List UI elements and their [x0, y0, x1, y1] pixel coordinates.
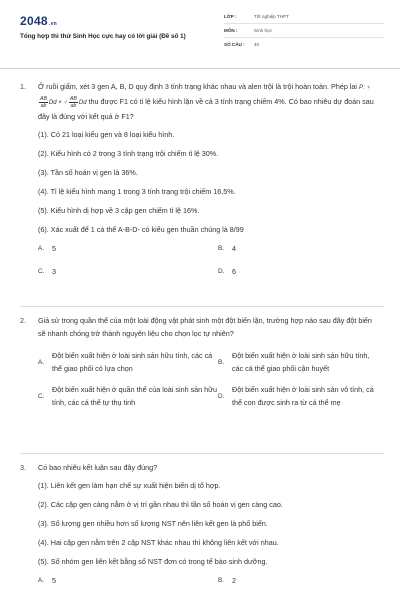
- answer-option-d[interactable]: [218, 383, 382, 409]
- answer-options: [38, 574, 380, 587]
- option-text: 4: [232, 244, 236, 253]
- answer-option-a[interactable]: [38, 349, 218, 375]
- question-number: 3.: [20, 463, 26, 472]
- meta-value: 40: [254, 42, 260, 47]
- exam-meta: [224, 10, 384, 51]
- answer-options: [38, 242, 380, 278]
- option-letter: B.: [218, 358, 225, 366]
- option-letter: C.: [38, 268, 45, 275]
- option-text: 6: [232, 267, 236, 276]
- meta-row-grade: [224, 10, 384, 24]
- option-text: 3: [52, 267, 56, 276]
- option-text: Đột biến xuất hiện ở loài sinh sản hữu tính, các cá thể giao phối cận huyết: [232, 351, 370, 373]
- statement: (6). Xác xuất để 1 cá thể A-B-D- có kiểu gen thuần chủng là 8/99: [38, 225, 244, 234]
- answer-option-b[interactable]: [218, 574, 382, 587]
- statement: (3). Số lượng gen nhiều hơn số lượng NST nên liên kết gen là phổ biến.: [38, 519, 268, 528]
- cross-formula: P: ♀ $\frac{AB}{ab}$ Dd × ♂ $\frac{AB}{ab}$ Dd: [40, 85, 371, 109]
- header-divider: [0, 68, 400, 69]
- answer-option-d[interactable]: [218, 265, 382, 278]
- answer-options: [38, 349, 380, 409]
- site-logo[interactable]: 2048.vn: [20, 14, 58, 28]
- option-letter: D.: [218, 268, 225, 275]
- option-text: Đột biến xuất hiện ở quần thể của loài sinh sản hữu tính, các cá thể tự thụ tinh: [52, 385, 217, 407]
- meta-label: MÔN :: [224, 28, 238, 33]
- question-text: Có bao nhiêu kết luận sau đây đúng?: [38, 463, 158, 472]
- option-text: Đột biến xuất hiện ở loài sinh sản vô tính, cá thể con được sinh ra từ cá thể mẹ: [232, 385, 374, 407]
- meta-value: Sinh học: [254, 28, 272, 33]
- statement: (1). Liên kết gen làm hạn chế sự xuất hiện biến dị tổ hợp.: [38, 481, 221, 490]
- option-letter: A.: [38, 577, 45, 584]
- statement: (2). Các cặp gen càng nằm ở vị trí gần nhau thì tần số hoán vị gen càng cao.: [38, 500, 283, 509]
- statement: (5). Kiểu hình dị hợp về 3 cặp gen chiếm tỉ lệ 16%.: [38, 206, 200, 215]
- header: [0, 0, 400, 64]
- question-3: [20, 461, 380, 587]
- question-number: 2.: [20, 316, 26, 325]
- option-letter: A.: [38, 358, 45, 366]
- answer-option-a[interactable]: [38, 574, 218, 587]
- statement: (3). Tần số hoán vị gen là 36%.: [38, 168, 138, 177]
- question-divider: [20, 453, 384, 454]
- question-1: [20, 80, 380, 278]
- answer-option-a[interactable]: [38, 242, 218, 255]
- statement: (5). Số nhóm gen liên kết bằng số NST đơn có trong tế bào sinh dưỡng.: [38, 557, 268, 566]
- statement: (4). Hai cặp gen nằm trên 2 cặp NST khác nhau thì không liên kết với nhau.: [38, 538, 279, 547]
- option-text: 5: [52, 576, 56, 585]
- statement: (4). Tỉ lệ kiểu hình mang 1 trong 3 tính trạng trội chiếm 16,5%.: [38, 187, 236, 196]
- option-letter: B.: [218, 577, 225, 584]
- meta-row-subject: [224, 24, 384, 38]
- option-text: Đột biến xuất hiện ở loài sinh sản hữu tính, các cá thể giao phối có lựa chọn: [52, 351, 213, 373]
- statement: (2). Kiểu hình có 2 trong 3 tính trạng trội chiếm tỉ lệ 30%.: [38, 149, 219, 158]
- option-text: 5: [52, 244, 56, 253]
- answer-option-b[interactable]: [218, 349, 382, 375]
- option-letter: C.: [38, 392, 45, 400]
- meta-label: SỐ CÂU :: [224, 42, 245, 47]
- answer-option-c[interactable]: [38, 265, 218, 278]
- page-title: Tổng hợp thi thử Sinh Học cực hay có lời giải (Đề số 1): [20, 33, 186, 40]
- option-letter: A.: [38, 245, 45, 252]
- meta-row-count: [224, 38, 384, 51]
- statement: (1). Có 21 loại kiểu gen và 8 loại kiểu hình.: [38, 130, 175, 139]
- option-letter: B.: [218, 245, 225, 252]
- answer-option-c[interactable]: [38, 383, 218, 409]
- question-number: 1.: [20, 82, 26, 91]
- answer-option-b[interactable]: [218, 242, 382, 255]
- question-2: [20, 314, 380, 409]
- option-text: 2: [232, 576, 236, 585]
- question-divider: [20, 306, 384, 307]
- option-letter: D.: [218, 392, 225, 400]
- meta-label: LỚP :: [224, 14, 237, 19]
- meta-value: Tốt nghiệp THPT: [254, 14, 289, 19]
- question-text: Giả sử trong quần thể của một loài động vật phát sinh một đột biến lặn, trường hợp nào sau đây đột biến sẽ nhanh chóng trở thành nguyên liệu cho chọn lọc tự nhiên?: [38, 316, 372, 338]
- question-text: Ở ruồi giấm, xét 3 gen A, B, D quy định 3 tính trạng khác nhau và alen trội là trội hoàn toàn. Phép lai P: ♀ $\frac{AB}{ab}$ Dd × ♂ $\frac{AB}{ab}$ Dd thu được F1 có tỉ lệ kiểu hình lặn về cả 3 tính trạng chiếm 4%. Có bao nhiêu dự đoán sau đây là đúng với kết quả ở F1?: [38, 82, 374, 121]
